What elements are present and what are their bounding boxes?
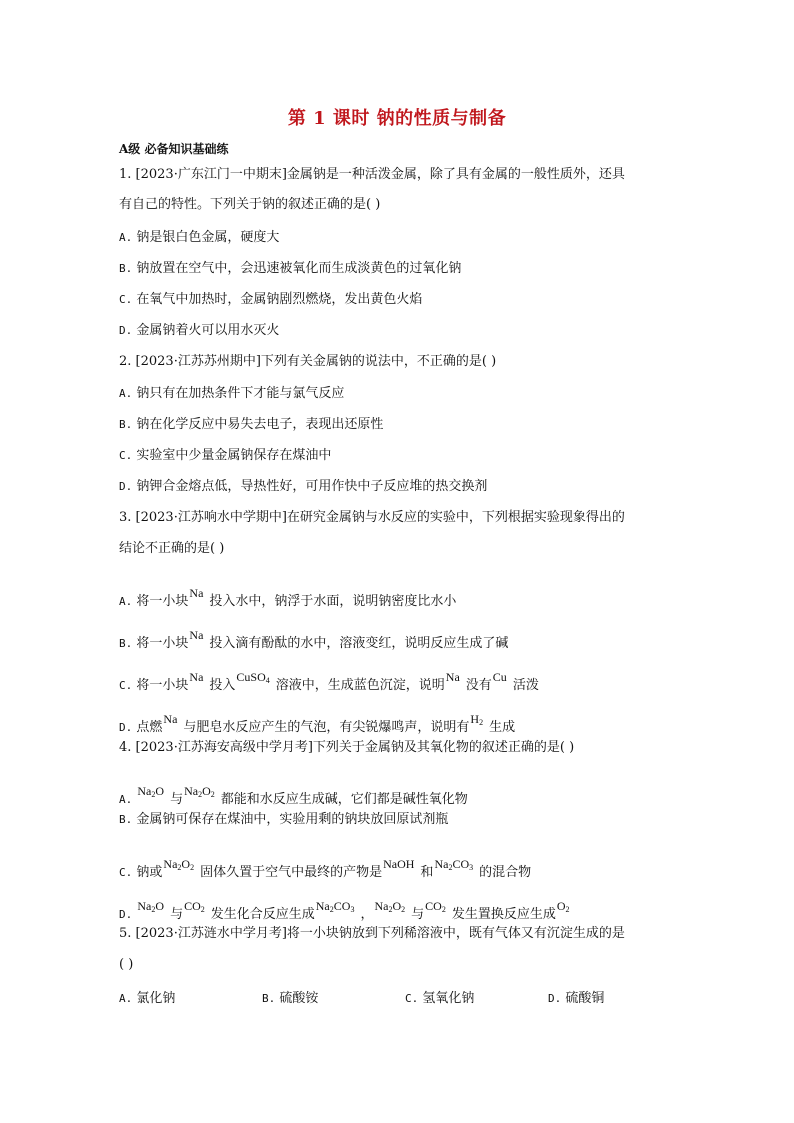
option-text: 将一小块 bbox=[136, 678, 189, 693]
option-text: 和 bbox=[420, 865, 434, 880]
formula-text: CO bbox=[452, 857, 470, 871]
option-text: 钠钾合金熔点低，导热性好，可用作快中子反应堆的热交换剂 bbox=[136, 479, 488, 494]
option-text: 与 bbox=[170, 792, 184, 807]
option-text: 发生化合反应生成 bbox=[210, 907, 315, 922]
option-label: C. bbox=[119, 449, 133, 462]
q4-option-b bbox=[119, 811, 448, 829]
formula-na: Na bbox=[189, 586, 204, 600]
formula-subscript: 2 bbox=[190, 863, 195, 872]
formula-subscript: 2 bbox=[565, 905, 570, 914]
formula-text: CuSO bbox=[236, 670, 266, 684]
formula-text: CO bbox=[425, 899, 442, 913]
option-label: A. bbox=[119, 595, 133, 608]
formula-cuso4 bbox=[236, 668, 269, 690]
option-label: B. bbox=[119, 418, 133, 431]
option-text: 活泼 bbox=[512, 678, 539, 693]
q4-stem: 4. [2023·江苏海安高级中学月考]下列关于金属钠及其氧化物的叙述正确的是( ) bbox=[119, 740, 575, 755]
formula-subscript: 2 bbox=[441, 905, 446, 914]
formula-subscript: 3 bbox=[350, 905, 355, 914]
formula-h2 bbox=[470, 710, 483, 732]
option-text: 钠在化学反应中易失去电子，表现出还原性 bbox=[136, 417, 384, 432]
formula-subscript: 2 bbox=[198, 790, 203, 799]
option-label: D. bbox=[119, 721, 133, 734]
formula-text: O bbox=[155, 899, 165, 913]
q1-option-b bbox=[119, 260, 461, 278]
formula-o2 bbox=[557, 897, 570, 919]
formula-text: O bbox=[202, 784, 211, 798]
q2-option-d bbox=[119, 478, 487, 496]
formula-text: Na bbox=[374, 899, 389, 913]
q2-stem: 2. [2023·江苏苏州期中]下列有关金属钠的说法中，不正确的是( ) bbox=[119, 354, 497, 369]
formula-na2o2 bbox=[163, 855, 194, 877]
formula-cu: Cu bbox=[492, 670, 507, 684]
option-label: D. bbox=[119, 908, 133, 921]
formula-na2o2 bbox=[184, 782, 215, 804]
option-text: 生成 bbox=[489, 720, 516, 735]
option-text: 钠只有在加热条件下才能与氯气反应 bbox=[136, 386, 345, 401]
formula-subscript: 4 bbox=[265, 676, 270, 685]
formula-subscript: 2 bbox=[388, 905, 393, 914]
formula-subscript: 2 bbox=[329, 905, 334, 914]
q5-option-c bbox=[405, 987, 474, 1006]
option-text: 将一小块 bbox=[136, 636, 189, 651]
formula-na: Na bbox=[189, 628, 204, 642]
q5-option-d bbox=[548, 987, 604, 1006]
option-text: 都能和水反应生成碱，它们都是碱性氧化物 bbox=[220, 792, 468, 807]
page-title: 第 1 课时 钠的性质与制备 bbox=[287, 108, 507, 129]
option-text: 投入滴有酚酞的水中，溶液变红，说明反应生成了碱 bbox=[209, 636, 509, 651]
formula-text: Na bbox=[434, 857, 449, 871]
q3-option-a bbox=[119, 584, 456, 611]
q5-answer-paren: ( ) bbox=[119, 957, 134, 972]
q1-stem-line2: 有自己的特性。下列关于钠的叙述正确的是( ) bbox=[119, 197, 381, 212]
formula-subscript: 2 bbox=[401, 905, 406, 914]
option-text: 溶液中，生成蓝色沉淀，说明 bbox=[275, 678, 445, 693]
formula-text: CO bbox=[184, 899, 201, 913]
q1-stem-line1: 1. [2023·广东江门一中期末]金属钠是一种活泼金属，除了具有金属的一般性质外，还具 bbox=[119, 167, 625, 182]
formula-subscript: 2 bbox=[448, 863, 453, 872]
formula-na2o2 bbox=[374, 897, 405, 919]
option-text: 金属钠着火可以用水灭火 bbox=[136, 323, 280, 338]
option-text: 与 bbox=[170, 907, 184, 922]
option-label: A. bbox=[119, 231, 133, 244]
option-text: 实验室中少量金属钠保存在煤油中 bbox=[136, 448, 332, 463]
formula-subscript: 2 bbox=[479, 718, 484, 727]
formula-text: Na bbox=[163, 857, 178, 871]
q2-option-a bbox=[119, 385, 344, 403]
option-label: A. bbox=[119, 793, 133, 806]
formula-subscript: 2 bbox=[151, 905, 156, 914]
option-label: A. bbox=[119, 387, 133, 400]
formula-text: Na bbox=[315, 899, 330, 913]
option-text: ， bbox=[360, 907, 374, 922]
section-heading: A级 必备知识基础练 bbox=[119, 142, 229, 156]
q3-stem-line2: 结论不正确的是( ) bbox=[119, 541, 225, 556]
formula-text: Na bbox=[137, 784, 152, 798]
option-text: 金属钠可保存在煤油中，实验用剩的钠块放回原试剂瓶 bbox=[136, 812, 449, 827]
formula-subscript: 2 bbox=[210, 790, 215, 799]
option-text: 硫酸铜 bbox=[565, 991, 605, 1006]
q4-option-c bbox=[119, 855, 531, 882]
option-text: 与 bbox=[411, 907, 425, 922]
formula-na2o bbox=[137, 782, 164, 804]
q4-option-a bbox=[119, 782, 468, 809]
q4-option-d bbox=[119, 897, 576, 924]
option-text: 在氧气中加热时，金属钠剧烈燃烧，发出黄色火焰 bbox=[136, 292, 423, 307]
option-label: C. bbox=[119, 293, 133, 306]
option-text: 钠是银白色金属，硬度大 bbox=[136, 230, 280, 245]
option-text: 点燃 bbox=[136, 720, 163, 735]
formula-na: Na bbox=[189, 670, 204, 684]
option-text: 固体久置于空气中最终的产物是 bbox=[200, 865, 383, 880]
option-label: C. bbox=[119, 866, 133, 879]
option-text: 投入 bbox=[209, 678, 236, 693]
q2-option-b bbox=[119, 416, 383, 434]
formula-na2o bbox=[137, 897, 164, 919]
option-text: 氢氧化钠 bbox=[422, 991, 475, 1006]
option-text: 没有 bbox=[465, 678, 492, 693]
formula-naoh: NaOH bbox=[383, 857, 415, 871]
option-label: B. bbox=[262, 992, 276, 1005]
option-label: B. bbox=[119, 262, 133, 275]
q1-option-a bbox=[119, 229, 279, 247]
option-text: 投入水中，钠浮于水面，说明钠密度比水小 bbox=[209, 594, 457, 609]
q3-option-b bbox=[119, 626, 508, 653]
formula-subscript: 2 bbox=[151, 790, 156, 799]
q5-option-a bbox=[119, 987, 175, 1006]
option-text: 氯化钠 bbox=[136, 991, 176, 1006]
q2-option-c bbox=[119, 447, 331, 465]
q3-stem-line1: 3. [2023·江苏响水中学期中]在研究金属钠与水反应的实验中，下列根据实验现象得出的 bbox=[119, 510, 625, 525]
option-text: 发生置换反应生成 bbox=[451, 907, 556, 922]
formula-text: O bbox=[181, 857, 191, 871]
formula-text: Na bbox=[184, 784, 199, 798]
option-text: 的混合物 bbox=[479, 865, 532, 880]
q3-option-c bbox=[119, 668, 539, 695]
q1-option-c bbox=[119, 291, 422, 309]
formula-subscript: 2 bbox=[200, 905, 205, 914]
option-label: D. bbox=[548, 992, 562, 1005]
formula-na2co3 bbox=[434, 855, 473, 877]
q5-stem: 5. [2023·江苏涟水中学月考]将一小块钠放到下列稀溶液中，既有气体又有沉淀生成的是 bbox=[119, 926, 625, 941]
option-text: 将一小块 bbox=[136, 594, 189, 609]
q3-option-d bbox=[119, 710, 515, 737]
option-text: 钠放置在空气中，会迅速被氧化而生成淡黄色的过氧化钠 bbox=[136, 261, 462, 276]
option-label: B. bbox=[119, 813, 133, 826]
formula-subscript: 2 bbox=[177, 863, 182, 872]
formula-co2 bbox=[184, 897, 205, 919]
formula-co2 bbox=[425, 897, 446, 919]
formula-text: O bbox=[556, 899, 566, 913]
formula-text: O bbox=[155, 784, 165, 798]
option-label: B. bbox=[119, 637, 133, 650]
formula-text: CO bbox=[333, 899, 351, 913]
option-label: C. bbox=[119, 679, 133, 692]
formula-text: O bbox=[392, 899, 402, 913]
formula-text: H bbox=[470, 712, 480, 726]
formula-na2co3 bbox=[316, 897, 355, 919]
option-text: 与肥皂水反应产生的气泡，有尖锐爆鸣声，说明有 bbox=[183, 720, 470, 735]
formula-na: Na bbox=[445, 670, 460, 684]
option-label: A. bbox=[119, 992, 133, 1005]
option-label: D. bbox=[119, 480, 133, 493]
q1-option-d bbox=[119, 322, 279, 340]
q5-option-b bbox=[262, 987, 318, 1006]
option-label: C. bbox=[405, 992, 419, 1005]
option-text: 钠或 bbox=[136, 865, 163, 880]
formula-na: Na bbox=[163, 712, 178, 726]
option-text: 硫酸铵 bbox=[279, 991, 319, 1006]
formula-subscript: 3 bbox=[469, 863, 474, 872]
formula-text: Na bbox=[137, 899, 152, 913]
option-label: D. bbox=[119, 324, 133, 337]
